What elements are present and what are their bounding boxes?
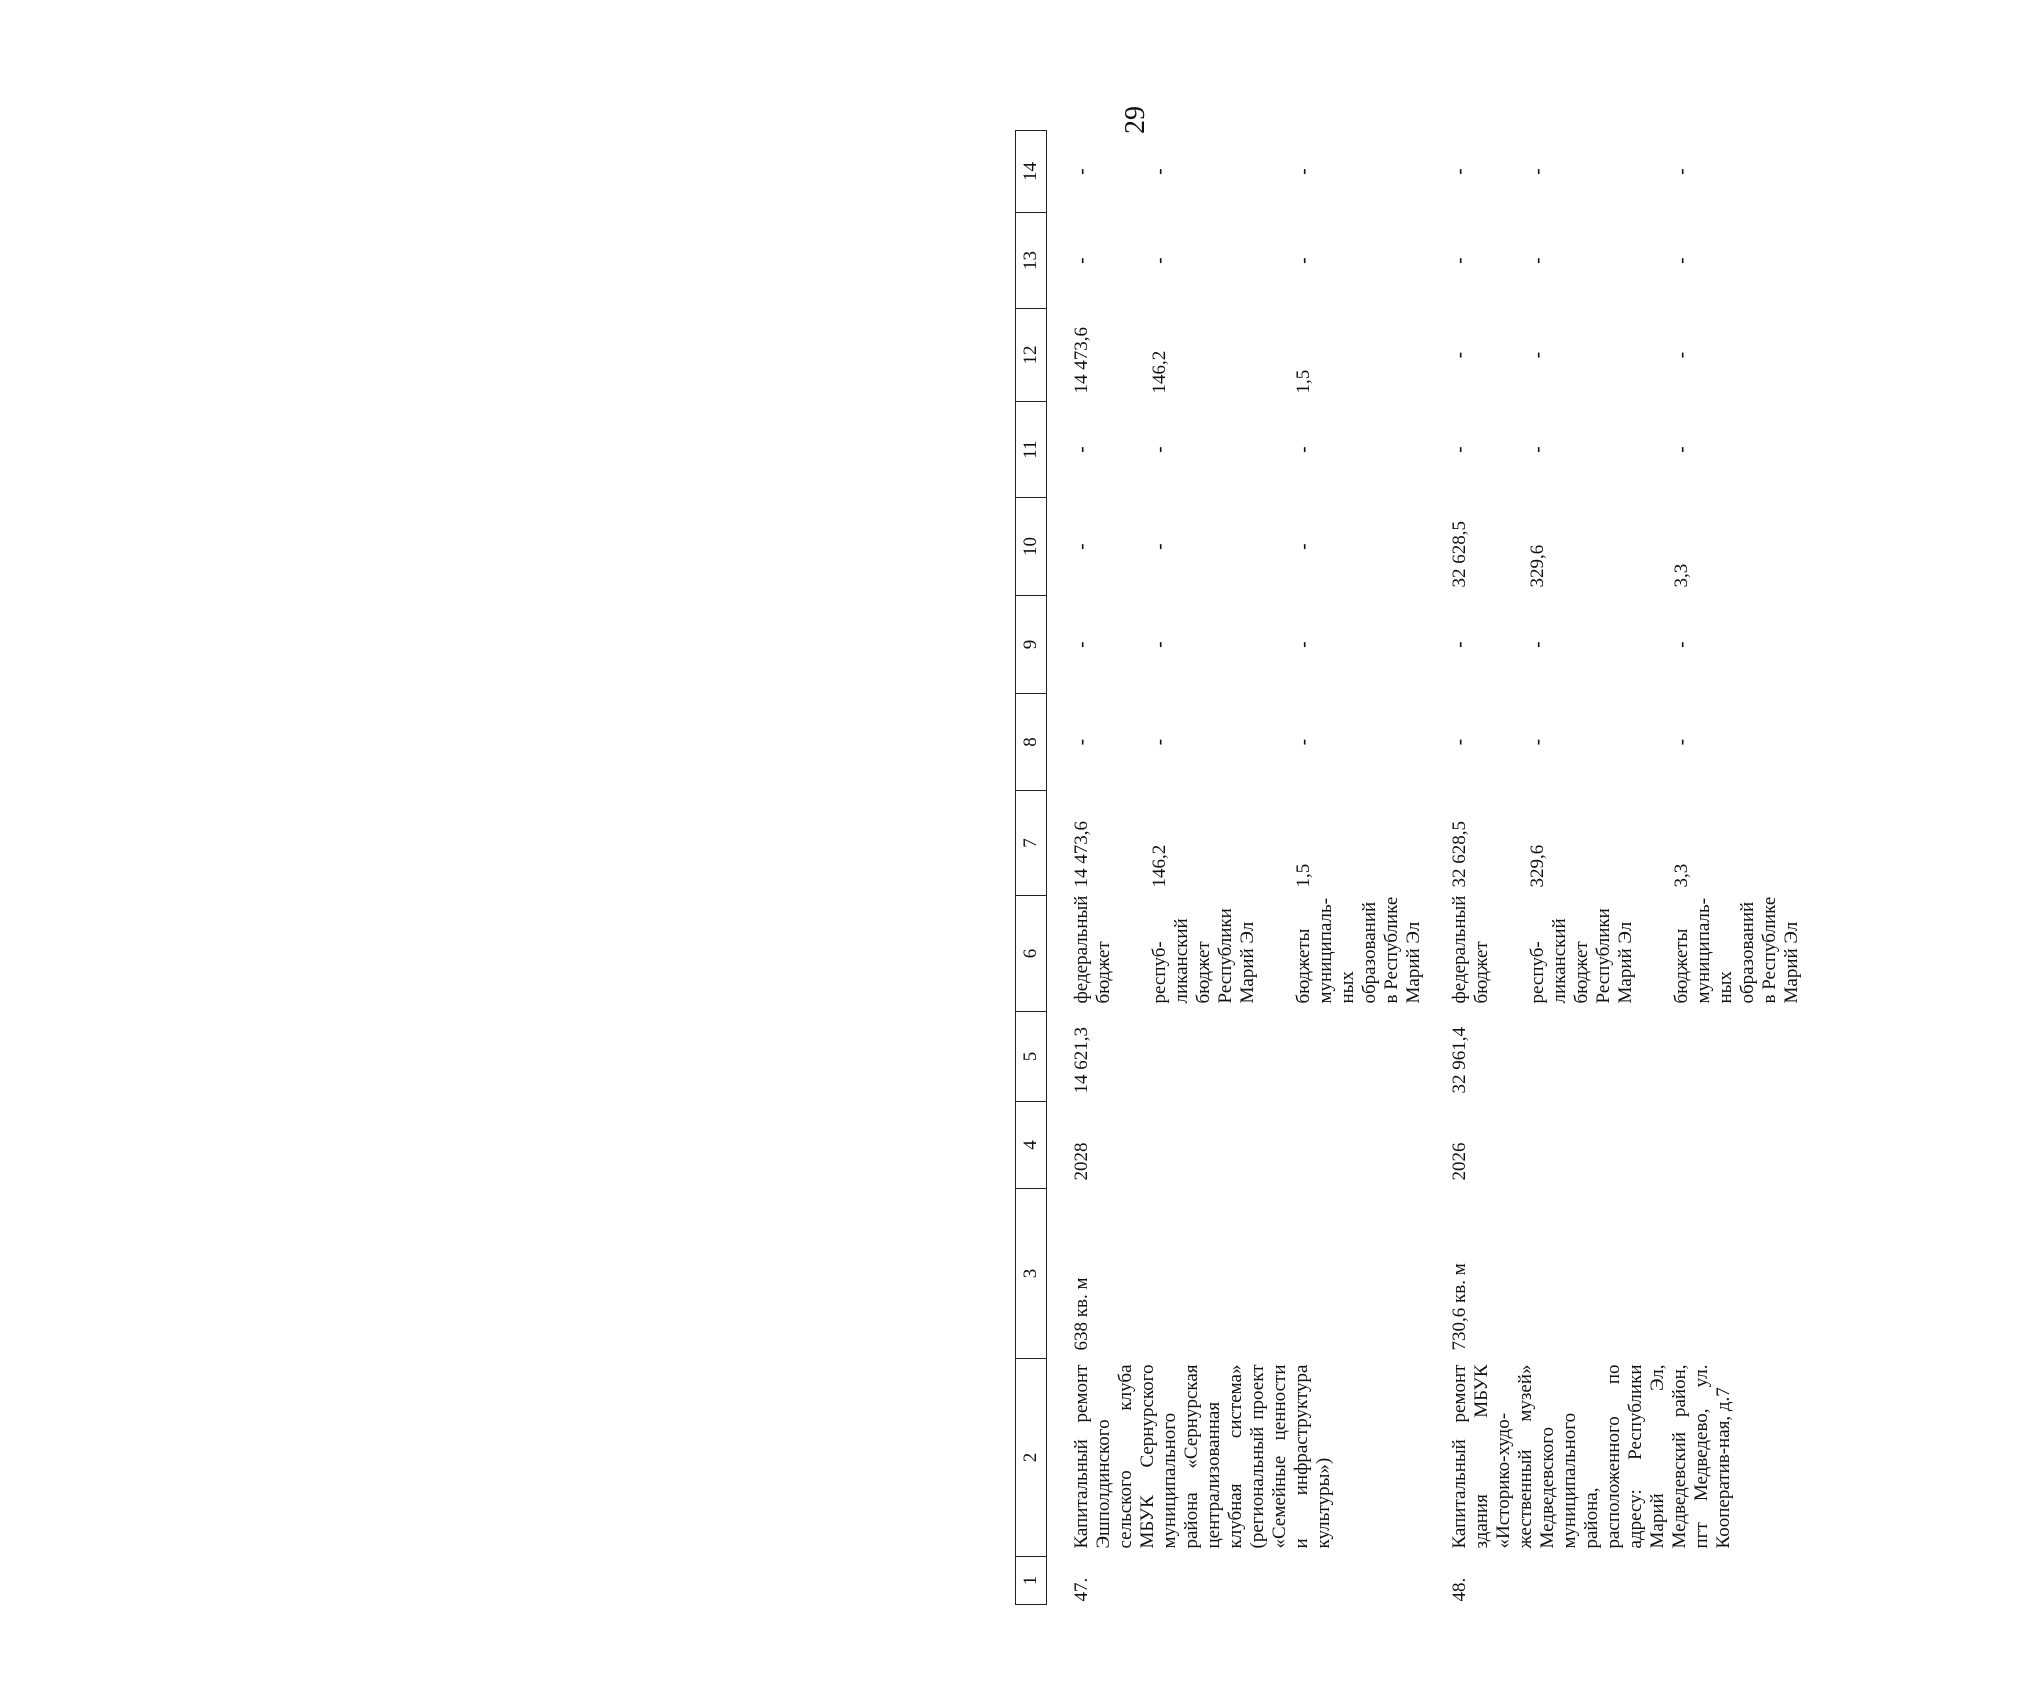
table-row <box>1047 131 1116 1605</box>
value-col11: - <box>1149 446 1170 453</box>
value-col12: - <box>1527 351 1548 359</box>
value-col7: 14 473,6 <box>1071 821 1092 888</box>
year: 2026 <box>1449 1142 1470 1181</box>
value-col13: - <box>1149 257 1170 264</box>
value-col13: - <box>1527 257 1548 264</box>
value-col11: - <box>1671 446 1692 453</box>
value-col14: - <box>1527 168 1548 175</box>
value-col8: - <box>1071 738 1092 746</box>
value-col11: - <box>1527 446 1548 453</box>
funding-source: респуб-ликанский бюджет Республики Марий Эл <box>1527 908 1636 1004</box>
value-col8: - <box>1293 738 1314 746</box>
column-header: 2 <box>1016 1359 1047 1557</box>
value-col10: - <box>1149 543 1170 550</box>
value-col12: 1,5 <box>1293 369 1314 394</box>
value-col12: 146,2 <box>1149 350 1170 394</box>
value-col13: - <box>1449 257 1470 264</box>
value-col13: - <box>1293 257 1314 264</box>
value-col11: - <box>1293 446 1314 453</box>
value-col11: - <box>1071 446 1092 453</box>
total-cost: 14 621,3 <box>1071 1027 1092 1094</box>
value-col9: - <box>1527 641 1548 648</box>
value-col14: - <box>1671 168 1692 175</box>
column-header: 1 <box>1016 1557 1047 1605</box>
value-col12: 14 473,6 <box>1071 327 1092 394</box>
value-col8: - <box>1449 738 1470 746</box>
object-name: Капитальный ремонт Эшполдинского сельского клуба МБУК Сернурского муниципального района «Сернурская централизованная клубная система» (региональный проект «Семейные ценности и инфраструктура культуры») <box>1071 1364 1334 1549</box>
funding-source: респуб-ликанский бюджет Республики Марий Эл <box>1149 908 1258 1004</box>
column-header: 3 <box>1016 1189 1047 1359</box>
funding-source: федеральный бюджет <box>1449 895 1492 1004</box>
value-col10: - <box>1071 543 1092 550</box>
column-header: 8 <box>1016 694 1047 791</box>
column-header: 7 <box>1016 791 1047 896</box>
capacity: 730,6 кв. м <box>1449 1263 1470 1351</box>
column-header: 14 <box>1016 131 1047 213</box>
column-header: 6 <box>1016 896 1047 1012</box>
value-col14: - <box>1449 168 1470 175</box>
page-number: 29 <box>1120 106 1151 134</box>
value-col8: - <box>1671 738 1692 746</box>
value-col7: 1,5 <box>1293 863 1314 888</box>
column-header: 11 <box>1016 402 1047 498</box>
value-col12: - <box>1449 351 1470 359</box>
value-col9: - <box>1449 641 1470 648</box>
capacity: 638 кв. м <box>1071 1277 1092 1351</box>
value-col9: - <box>1671 641 1692 648</box>
value-col8: - <box>1149 738 1170 746</box>
column-header: 10 <box>1016 498 1047 596</box>
value-col14: - <box>1071 168 1092 175</box>
value-col10: 329,6 <box>1527 544 1548 588</box>
funding-source: федеральный бюджет <box>1071 895 1114 1004</box>
funding-source: бюджеты муниципаль-ных образований в Республике Марий Эл <box>1293 896 1424 1004</box>
value-col11: - <box>1449 446 1470 453</box>
total-cost: 32 961,4 <box>1449 1027 1470 1094</box>
column-header: 5 <box>1016 1012 1047 1102</box>
budget-table <box>1015 130 1803 1605</box>
table-row <box>1425 131 1493 1605</box>
value-col9: - <box>1293 641 1314 648</box>
column-header: 12 <box>1016 309 1047 402</box>
object-name: Капитальный ремонт здания МБУК «Историко-худо-жественный музей» Медведевского муниципального района, расположенного по адресу: Республики Марий Эл, Медведевский район, пгт Медведево, ул. Кооператив-ная, д.7 <box>1449 1364 1734 1549</box>
value-col7: 329,6 <box>1527 844 1548 888</box>
funding-source: бюджеты муниципаль-ных образований в Республике Марий Эл <box>1671 896 1802 1004</box>
value-col8: - <box>1527 738 1548 746</box>
value-col12: - <box>1671 351 1692 359</box>
value-col10: - <box>1293 543 1314 550</box>
value-col9: - <box>1149 641 1170 648</box>
year: 2028 <box>1071 1142 1092 1181</box>
value-col7: 3,3 <box>1671 863 1692 888</box>
value-col14: - <box>1293 168 1314 175</box>
header-row <box>1016 131 1047 1605</box>
value-col10: 3,3 <box>1671 563 1692 588</box>
row-number: 47. <box>1071 1577 1092 1602</box>
value-col9: - <box>1071 641 1092 648</box>
value-col13: - <box>1671 257 1692 264</box>
value-col7: 32 628,5 <box>1449 821 1470 888</box>
row-number: 48. <box>1449 1577 1470 1602</box>
column-header: 9 <box>1016 596 1047 694</box>
rotated-table-container <box>1015 45 2025 1605</box>
column-header: 4 <box>1016 1102 1047 1189</box>
value-col13: - <box>1071 257 1092 264</box>
value-col7: 146,2 <box>1149 844 1170 888</box>
column-header: 13 <box>1016 213 1047 309</box>
value-col10: 32 628,5 <box>1449 521 1470 588</box>
value-col14: - <box>1149 168 1170 175</box>
